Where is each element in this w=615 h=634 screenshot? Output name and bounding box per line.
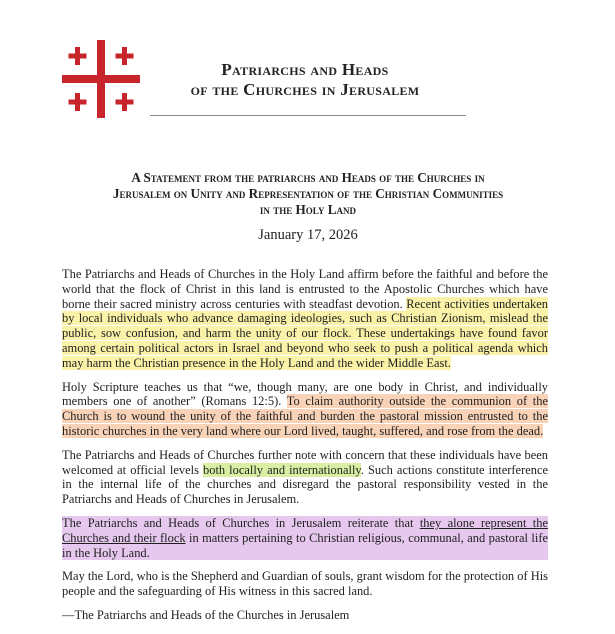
- paragraph-1: [62, 267, 548, 371]
- org-title-line2: of the Churches in Jerusalem: [190, 80, 420, 99]
- paragraph-1-highlight: Recent activities undertaken by local individuals who advance damaging ideologies, such as Christian Zionism, mislead the public, sow confusion, and harm the unity of our flock. These undertakings have found favor among certain political actors in Israel and beyond who seek to push a political agenda which may harm the Christian presence in the Holy Land and the wider Middle East.: [62, 296, 548, 370]
- paragraph-4-underline: they alone represent the Churches and their flock: [62, 515, 549, 545]
- statement-title-line2: Jerusalem on Unity and Representation of the Christian Communities: [112, 186, 504, 201]
- paragraph-5: May the Lord, who is the Shepherd and Guardian of souls, grant wisdom for the protection of His people and the safeguarding of His witness in this sacred land.: [62, 569, 549, 599]
- statement-title-line3: in the Holy Land: [259, 202, 357, 217]
- statement-date: January 17, 2026: [258, 227, 358, 243]
- paragraph-4: [62, 516, 548, 560]
- paragraph-3-text-before: The Patriarchs and Heads of Churches further note with concern that these individuals have been welcomed at official levels: [62, 447, 548, 477]
- paragraph-1-text: The Patriarchs and Heads of Churches in the Holy Land affirm before the faithful and before the world that the flock of Christ in this land is entrusted to the Apostolic Churches which have borne their sacred ministry across centuries with steadfast devotion.: [62, 267, 548, 311]
- paragraph-4-text-after: in matters pertaining to Christian religious, communal, and pastoral life in the Holy Land.: [62, 530, 548, 560]
- org-title: [150, 60, 460, 100]
- header-divider: [150, 115, 466, 116]
- paragraph-2-highlight: To claim authority outside the communion of the Church is to wound the unity of the faithful and burden the pastoral mission entrusted to the historic churches in the very land where our Lord lived, taught, suffered, and rose from the dead.: [62, 394, 548, 438]
- paragraph-4-text-before: The Patriarchs and Heads of Churches in Jerusalem reiterate that: [62, 515, 420, 530]
- paragraph-2-text: Holy Scripture teaches us that “we, though many, are one body in Christ, and individually members one of another” (Romans 12:5).: [62, 379, 548, 409]
- org-title-line1: Patriarchs and Heads: [221, 60, 389, 79]
- statement-title: [40, 170, 576, 218]
- signoff: —The Patriarchs and Heads of the Churches in Jerusalem: [62, 607, 350, 622]
- paragraph-3-highlight: both locally and internationally: [203, 462, 361, 477]
- statement-body: [62, 267, 548, 623]
- statement-title-line1: A Statement from the patriarchs and Heads of the Churches in: [131, 170, 485, 185]
- paragraph-2: [62, 380, 548, 439]
- paragraph-3: [62, 448, 548, 507]
- jerusalem-cross-icon: [62, 40, 140, 118]
- paragraph-3-text-after: . Such actions constitute interference in the internal life of the churches and disregard the pastoral responsibility vested in the Patriarchs and Heads of Churches in Jerusalem.: [62, 462, 548, 507]
